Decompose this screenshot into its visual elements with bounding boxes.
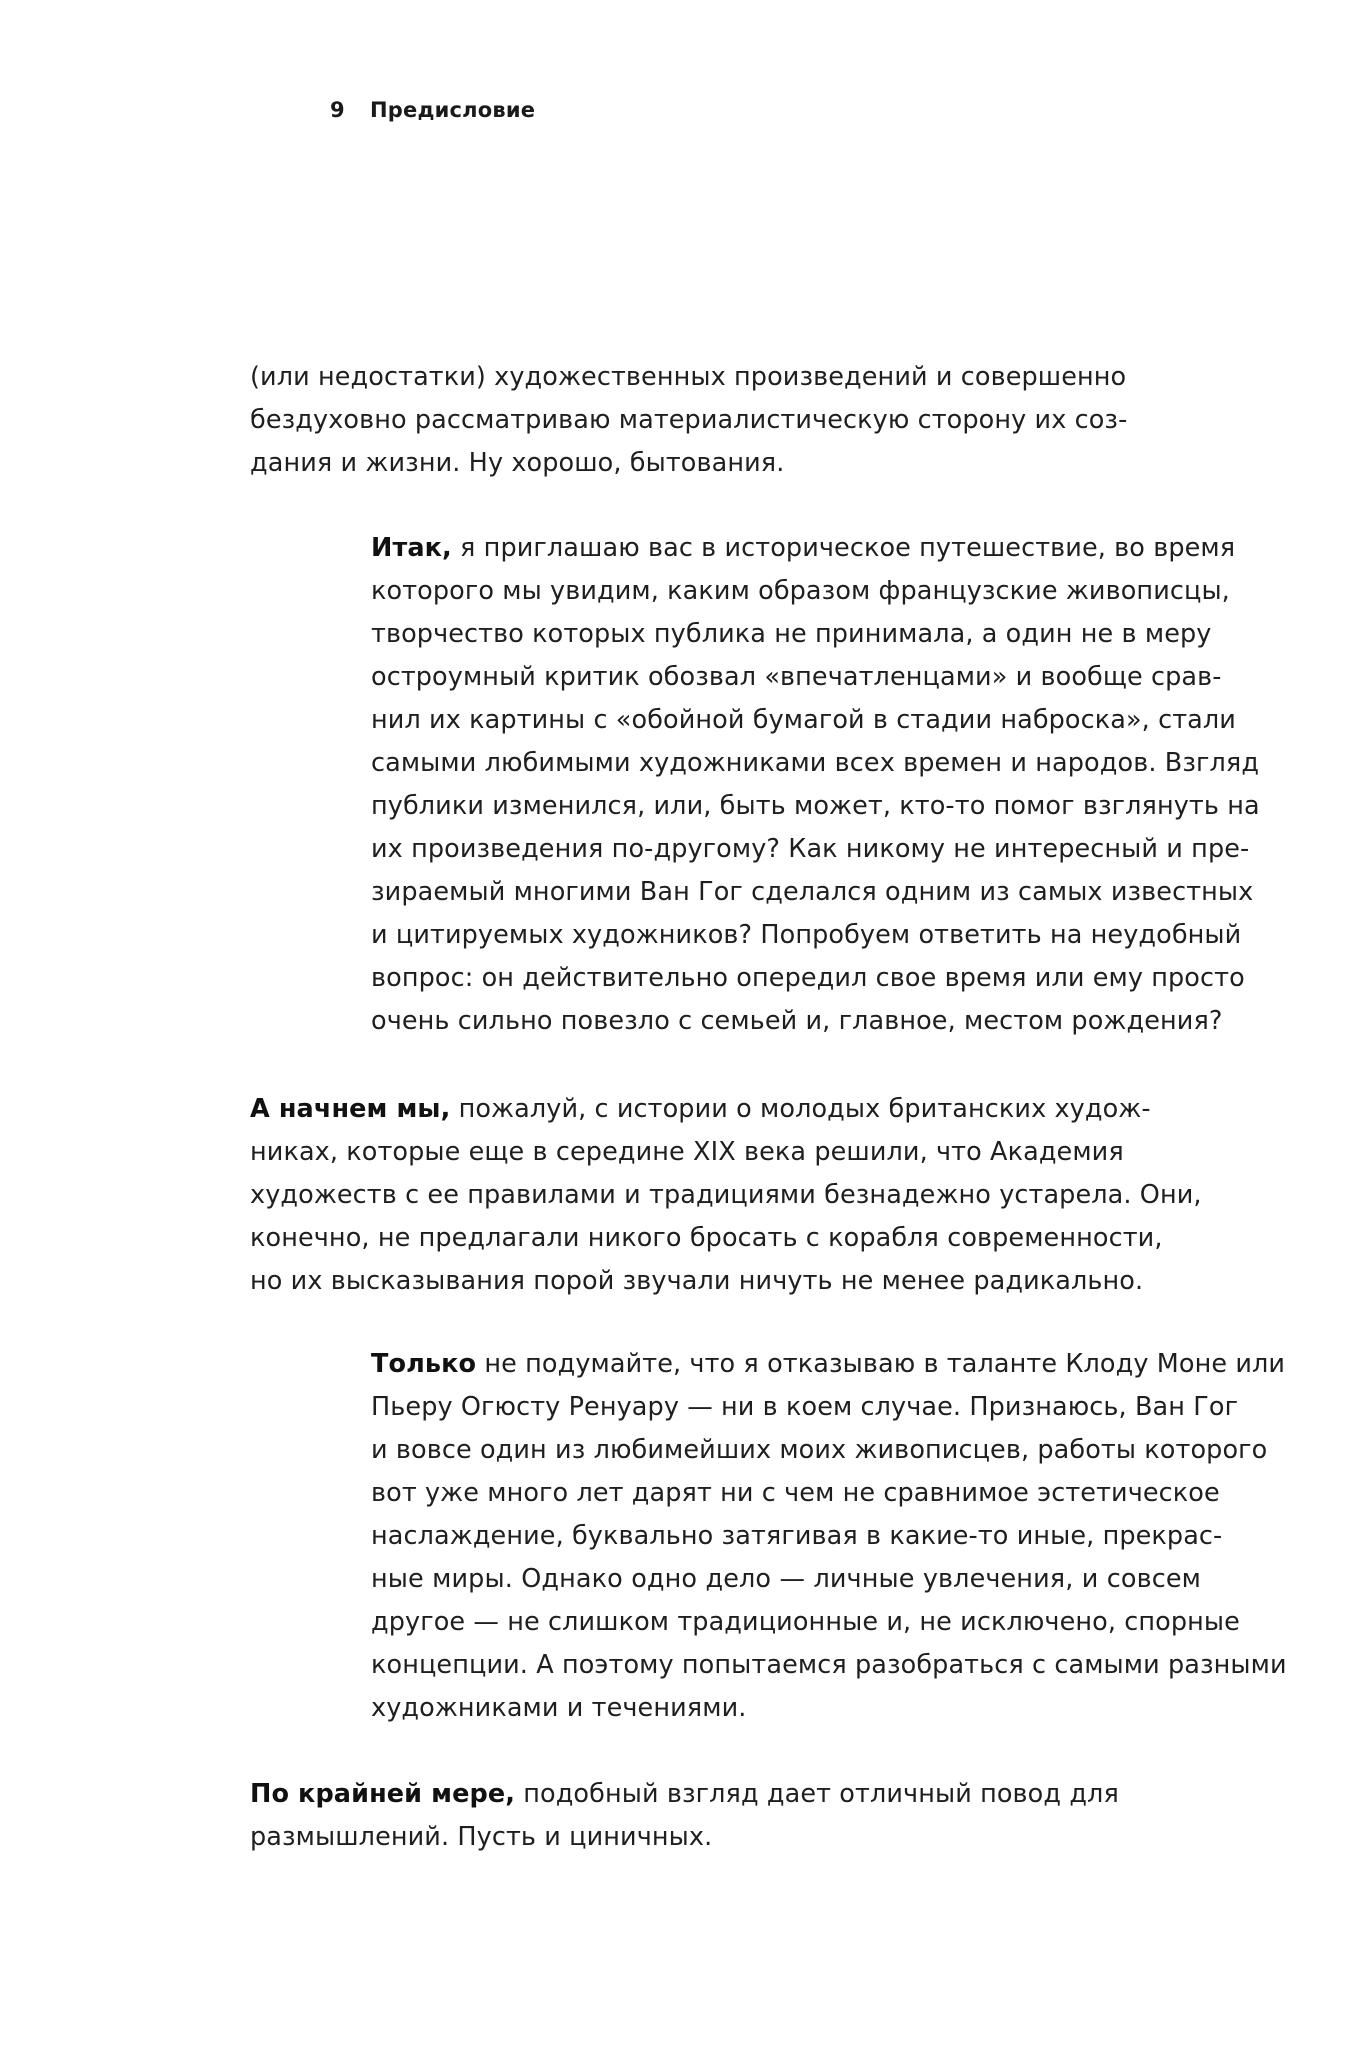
text-line: творчество которых публика не принимала, а один не в меру xyxy=(371,619,1212,649)
text-line: нил их картины с «обойной бумагой в стадии наброска», стали xyxy=(371,705,1236,735)
paragraph-a-nachnem xyxy=(250,1088,1202,1303)
text-line: размышлений. Пусть и циничных. xyxy=(250,1822,713,1852)
chapter-title: Предисловие xyxy=(370,98,536,122)
text-line: По крайней мере, подобный взгляд дает отличный повод для xyxy=(250,1779,1119,1809)
text-line: но их высказывания порой звучали ничуть не менее радикально. xyxy=(250,1266,1144,1296)
text-line: и вовсе один из любимейших моих живописцев, работы которого xyxy=(371,1435,1268,1465)
paragraph-lead: Итак, xyxy=(371,533,452,563)
text-line: бездуховно рассматриваю материалистическую сторону их соз- xyxy=(250,405,1128,435)
text-line: очень сильно повезло с семьей и, главное, местом рождения? xyxy=(371,1006,1223,1036)
text-line: самыми любимыми художниками всех времен и народов. Взгляд xyxy=(371,748,1260,778)
text-line: конечно, не предлагали никого бросать с корабля современности, xyxy=(250,1223,1163,1253)
page-number: 9 xyxy=(330,98,345,122)
paragraph-continuation xyxy=(250,356,1128,485)
text-line: дания и жизни. Ну хорошо, бытования. xyxy=(250,448,785,478)
text-line: Пьеру Огюсту Ренуару — ни в коем случае. Признаюсь, Ван Гог xyxy=(371,1392,1239,1422)
text-line: которого мы увидим, каким образом французские живописцы, xyxy=(371,576,1230,606)
text-line: никах, которые еще в середине XIX века решили, что Академия xyxy=(250,1137,1124,1167)
text-line: вот уже много лет дарят ни с чем не сравнимое эстетическое xyxy=(371,1478,1220,1508)
text-line: остроумный критик обозвал «впечатленцами» и вообще срав- xyxy=(371,662,1222,692)
text-line: зираемый многими Ван Гог сделался одним из самых известных xyxy=(371,877,1254,907)
text-line: наслаждение, буквально затягивая в какие-то иные, прекрас- xyxy=(371,1521,1223,1551)
paragraph-lead: Только xyxy=(371,1349,477,1379)
paragraph-lead: А начнем мы, xyxy=(250,1094,451,1124)
paragraph-po-krainei-mere xyxy=(250,1773,1118,1859)
running-head xyxy=(330,98,535,122)
text-line: и цитируемых художников? Попробуем ответить на неудобный xyxy=(371,920,1242,950)
text-line: ные миры. Однако одно дело — личные увлечения, и совсем xyxy=(371,1564,1201,1594)
paragraph-tolko xyxy=(371,1343,1287,1730)
text-line: художеств с ее правилами и традициями безнадежно устарела. Они, xyxy=(250,1180,1202,1210)
text-line: публики изменился, или, быть может, кто-то помог взглянуть на xyxy=(371,791,1260,821)
text-line: Итак, я приглашаю вас в историческое путешествие, во время xyxy=(371,533,1236,563)
paragraph-itak xyxy=(371,527,1260,1043)
text-line: их произведения по-другому? Как никому не интересный и пре- xyxy=(371,834,1250,864)
text-line: А начнем мы, пожалуй, с истории о молодых британских худож- xyxy=(250,1094,1151,1124)
text-line: художниками и течениями. xyxy=(371,1693,747,1723)
text-line: другое — не слишком традиционные и, не исключено, спорные xyxy=(371,1607,1240,1637)
text-line: Только не подумайте, что я отказываю в таланте Клоду Моне или xyxy=(371,1349,1286,1379)
paragraph-lead: По крайней мере, xyxy=(250,1779,516,1809)
text-line: (или недостатки) художественных произведений и совершенно xyxy=(250,362,1127,392)
text-line: концепции. А поэтому попытаемся разобраться с самыми разными xyxy=(371,1650,1287,1680)
text-line: вопрос: он действительно опередил свое время или ему просто xyxy=(371,963,1245,993)
